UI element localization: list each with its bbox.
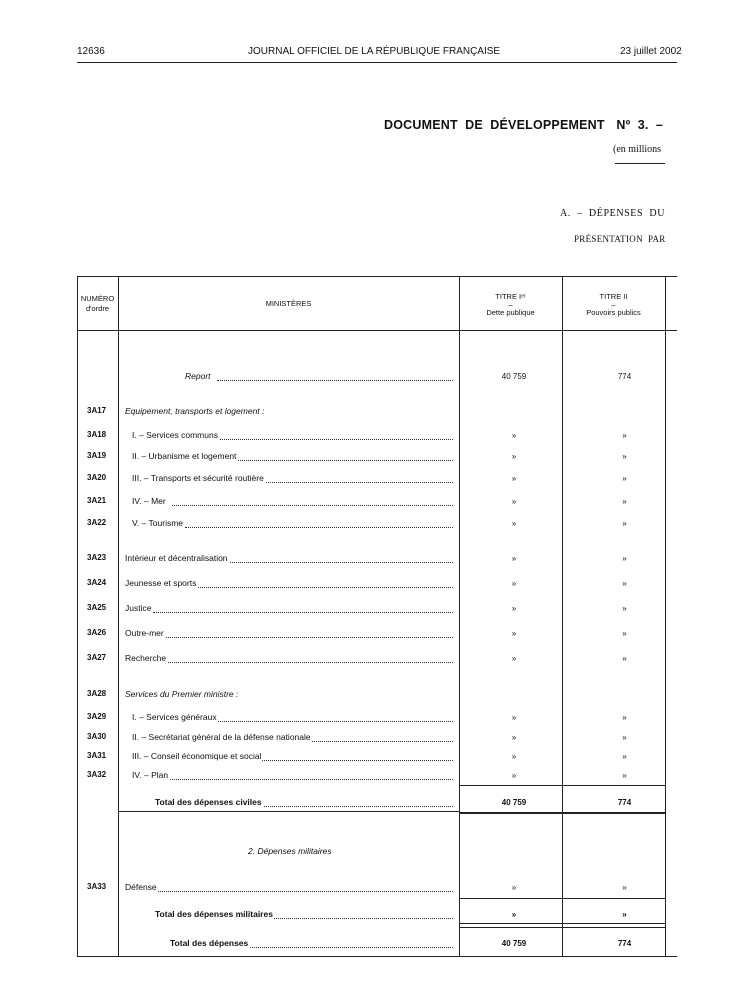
row-label: III. – Conseil économique et social bbox=[132, 751, 262, 761]
leader-dots bbox=[153, 611, 453, 613]
row-value-titre2: » bbox=[622, 654, 627, 663]
section-b-title: PRÉSENTATION PAR bbox=[574, 234, 666, 244]
row-label: II. – Urbanisme et logement bbox=[132, 451, 237, 461]
row-value-titre1: » bbox=[511, 713, 517, 722]
leader-dots bbox=[227, 561, 453, 563]
row-number: 3A32 bbox=[87, 770, 107, 779]
issue-date: 23 juillet 2002 bbox=[620, 46, 682, 57]
table-row-3a22 bbox=[77, 518, 677, 532]
row-value-titre2: » bbox=[622, 733, 627, 742]
row-value-titre1: » bbox=[511, 554, 517, 563]
row-label: Jeunesse et sports bbox=[125, 578, 197, 588]
column-header-titre2 bbox=[562, 292, 665, 318]
table-row-3a18 bbox=[77, 430, 677, 444]
row-label: I. – Services communs bbox=[132, 430, 218, 440]
row-value-titre2: » bbox=[622, 752, 627, 761]
leader-dots bbox=[257, 481, 453, 483]
column-header-titre1-sub: Dette publique bbox=[486, 308, 535, 317]
row-value-titre1: » bbox=[511, 452, 517, 461]
row-number: 3A33 bbox=[87, 882, 107, 891]
leader-dots bbox=[163, 636, 453, 638]
table-row-3a19 bbox=[77, 451, 677, 465]
subtotal-rule bbox=[459, 927, 665, 928]
table-header-rule bbox=[77, 330, 677, 331]
row-value-titre2: » bbox=[622, 910, 627, 919]
table-row-3a28 bbox=[77, 689, 677, 703]
table-row-3a21 bbox=[77, 496, 677, 510]
table-row-total-military bbox=[77, 909, 677, 923]
row-number: 3A21 bbox=[87, 496, 107, 505]
total-double-rule bbox=[459, 812, 665, 814]
row-value-titre1: » bbox=[511, 497, 517, 506]
table-row-3a20 bbox=[77, 473, 677, 487]
row-label: V. – Tourisme bbox=[132, 518, 184, 528]
row-value-titre1: » bbox=[511, 910, 517, 919]
leader-dots bbox=[307, 740, 453, 742]
row-value-titre2: » bbox=[622, 771, 627, 780]
subtotal-rule bbox=[459, 785, 665, 786]
subtotal-rule bbox=[459, 898, 665, 899]
column-header-numero-line1: NUMÉRO bbox=[80, 294, 115, 303]
row-value-titre2: 774 bbox=[617, 798, 632, 807]
row-label: II. – Secrétariat général de la défense nationale bbox=[132, 732, 311, 742]
row-value-titre2: » bbox=[622, 713, 627, 722]
row-value-titre2: » bbox=[622, 474, 627, 483]
table-row-report bbox=[77, 371, 677, 385]
leader-dots bbox=[172, 504, 453, 506]
unit-rule bbox=[615, 163, 665, 164]
row-value-titre1: » bbox=[511, 733, 517, 742]
table-row-military-heading bbox=[77, 846, 677, 860]
row-value-titre1: 40 759 bbox=[501, 372, 527, 381]
row-value-titre1: » bbox=[511, 752, 517, 761]
row-value-titre1: » bbox=[511, 654, 517, 663]
table-top-rule bbox=[77, 276, 677, 277]
row-label: Report bbox=[185, 371, 211, 381]
row-value-titre2: 774 bbox=[617, 939, 632, 948]
row-value-titre1: » bbox=[511, 579, 517, 588]
table-row-3a24 bbox=[77, 578, 677, 592]
section-rule bbox=[118, 811, 459, 812]
column-header-titre2-sub: Pouvoirs publics bbox=[586, 308, 641, 317]
row-value-titre1: 40 759 bbox=[501, 939, 527, 948]
row-value-titre1: » bbox=[511, 431, 517, 440]
row-number: 3A20 bbox=[87, 473, 107, 482]
table-row-3a17 bbox=[77, 406, 677, 420]
row-label: Outre-mer bbox=[125, 628, 164, 638]
row-label: Recherche bbox=[125, 653, 167, 663]
table-row-3a27 bbox=[77, 653, 677, 667]
column-header-titre2-title: TITRE II bbox=[599, 292, 628, 301]
row-label: I. – Services généraux bbox=[132, 712, 217, 722]
leader-dots bbox=[170, 778, 453, 780]
leader-dots bbox=[185, 526, 453, 528]
column-header-numero-line2: d'ordre bbox=[85, 304, 110, 313]
leader-dots bbox=[214, 720, 453, 722]
unit-note: (en millions bbox=[613, 144, 662, 155]
table-row-3a26 bbox=[77, 628, 677, 642]
row-number: 3A31 bbox=[87, 751, 107, 760]
row-value-titre1: » bbox=[511, 474, 517, 483]
row-label: Equipement, transports et logement : bbox=[125, 406, 265, 416]
leader-dots bbox=[207, 438, 453, 440]
row-number: 3A17 bbox=[87, 406, 107, 415]
row-value-titre2: » bbox=[622, 519, 627, 528]
table-row-3a29 bbox=[77, 712, 677, 726]
row-value-titre2: » bbox=[622, 883, 627, 892]
row-number: 3A18 bbox=[87, 430, 107, 439]
row-value-titre1: » bbox=[511, 883, 517, 892]
column-header-ministeres: MINISTÈRES bbox=[265, 299, 312, 308]
table-row-3a25 bbox=[77, 603, 677, 617]
leader-dots bbox=[227, 459, 453, 461]
row-label: Services du Premier ministre : bbox=[125, 689, 239, 699]
row-value-titre1: » bbox=[511, 604, 517, 613]
table-row-total-civil bbox=[77, 797, 677, 811]
table-bottom-rule bbox=[77, 956, 677, 957]
row-value-titre2: » bbox=[622, 431, 627, 440]
column-header-numero bbox=[77, 294, 118, 314]
leader-dots bbox=[255, 805, 453, 807]
row-number: 3A30 bbox=[87, 732, 107, 741]
page-number: 12636 bbox=[77, 46, 105, 57]
leader-dots bbox=[217, 379, 453, 381]
document-title bbox=[384, 118, 663, 132]
row-value-titre2: » bbox=[622, 629, 627, 638]
column-header-titre1-dash: – bbox=[508, 300, 513, 309]
row-number: 3A19 bbox=[87, 451, 107, 460]
leader-dots bbox=[243, 946, 453, 948]
column-header-titre1 bbox=[459, 292, 562, 318]
journal-title: JOURNAL OFFICIEL DE LA RÉPUBLIQUE FRANÇAISE bbox=[248, 46, 501, 57]
row-label: III. – Transports et sécurité routière bbox=[132, 473, 264, 483]
document-title-number: Nº 3. – bbox=[616, 118, 664, 132]
row-label: 2. Dépenses militaires bbox=[248, 846, 332, 856]
row-value-titre2: » bbox=[622, 604, 627, 613]
row-value-titre2: » bbox=[622, 452, 627, 461]
row-label: Total des dépenses civiles bbox=[155, 797, 262, 807]
row-label: IV. – Plan bbox=[132, 770, 169, 780]
table-row-3a32 bbox=[77, 770, 677, 784]
subtotal-rule bbox=[459, 923, 665, 924]
row-label: Intérieur et décentralisation bbox=[125, 553, 228, 563]
leader-dots bbox=[261, 759, 453, 761]
document-title-main: DOCUMENT DE DÉVELOPPEMENT bbox=[384, 118, 605, 132]
row-label: Total des dépenses bbox=[170, 938, 249, 948]
row-number: 3A26 bbox=[87, 628, 107, 637]
table-row-3a23 bbox=[77, 553, 677, 567]
row-number: 3A22 bbox=[87, 518, 107, 527]
row-number: 3A24 bbox=[87, 578, 107, 587]
row-number: 3A27 bbox=[87, 653, 107, 662]
row-value-titre1: » bbox=[511, 771, 517, 780]
row-value-titre2: » bbox=[622, 497, 627, 506]
row-label: Défense bbox=[125, 882, 157, 892]
section-a-title: A. – DÉPENSES DU bbox=[560, 208, 666, 219]
row-label: IV. – Mer bbox=[132, 496, 166, 506]
table-row-3a31 bbox=[77, 751, 677, 765]
table-row-total bbox=[77, 938, 677, 952]
leader-dots bbox=[165, 661, 453, 663]
table-row-3a30 bbox=[77, 732, 677, 746]
column-header-titre2-dash: – bbox=[611, 300, 616, 309]
row-number: 3A28 bbox=[87, 689, 107, 698]
row-label: Total des dépenses militaires bbox=[155, 909, 273, 919]
row-value-titre1: » bbox=[511, 629, 517, 638]
row-number: 3A23 bbox=[87, 553, 107, 562]
row-number: 3A29 bbox=[87, 712, 107, 721]
column-header-titre1-title: TITRE Iᵉʳ bbox=[495, 292, 526, 301]
header-rule bbox=[77, 62, 677, 63]
row-value-titre2: » bbox=[622, 579, 627, 588]
leader-dots bbox=[267, 917, 453, 919]
table-row-3a33 bbox=[77, 882, 677, 896]
row-value-titre1: » bbox=[511, 519, 517, 528]
row-value-titre2: » bbox=[622, 554, 627, 563]
row-number: 3A25 bbox=[87, 603, 107, 612]
row-label: Justice bbox=[125, 603, 152, 613]
row-value-titre2: 774 bbox=[617, 372, 632, 381]
leader-dots bbox=[155, 890, 453, 892]
row-value-titre1: 40 759 bbox=[501, 798, 527, 807]
leader-dots bbox=[195, 586, 453, 588]
